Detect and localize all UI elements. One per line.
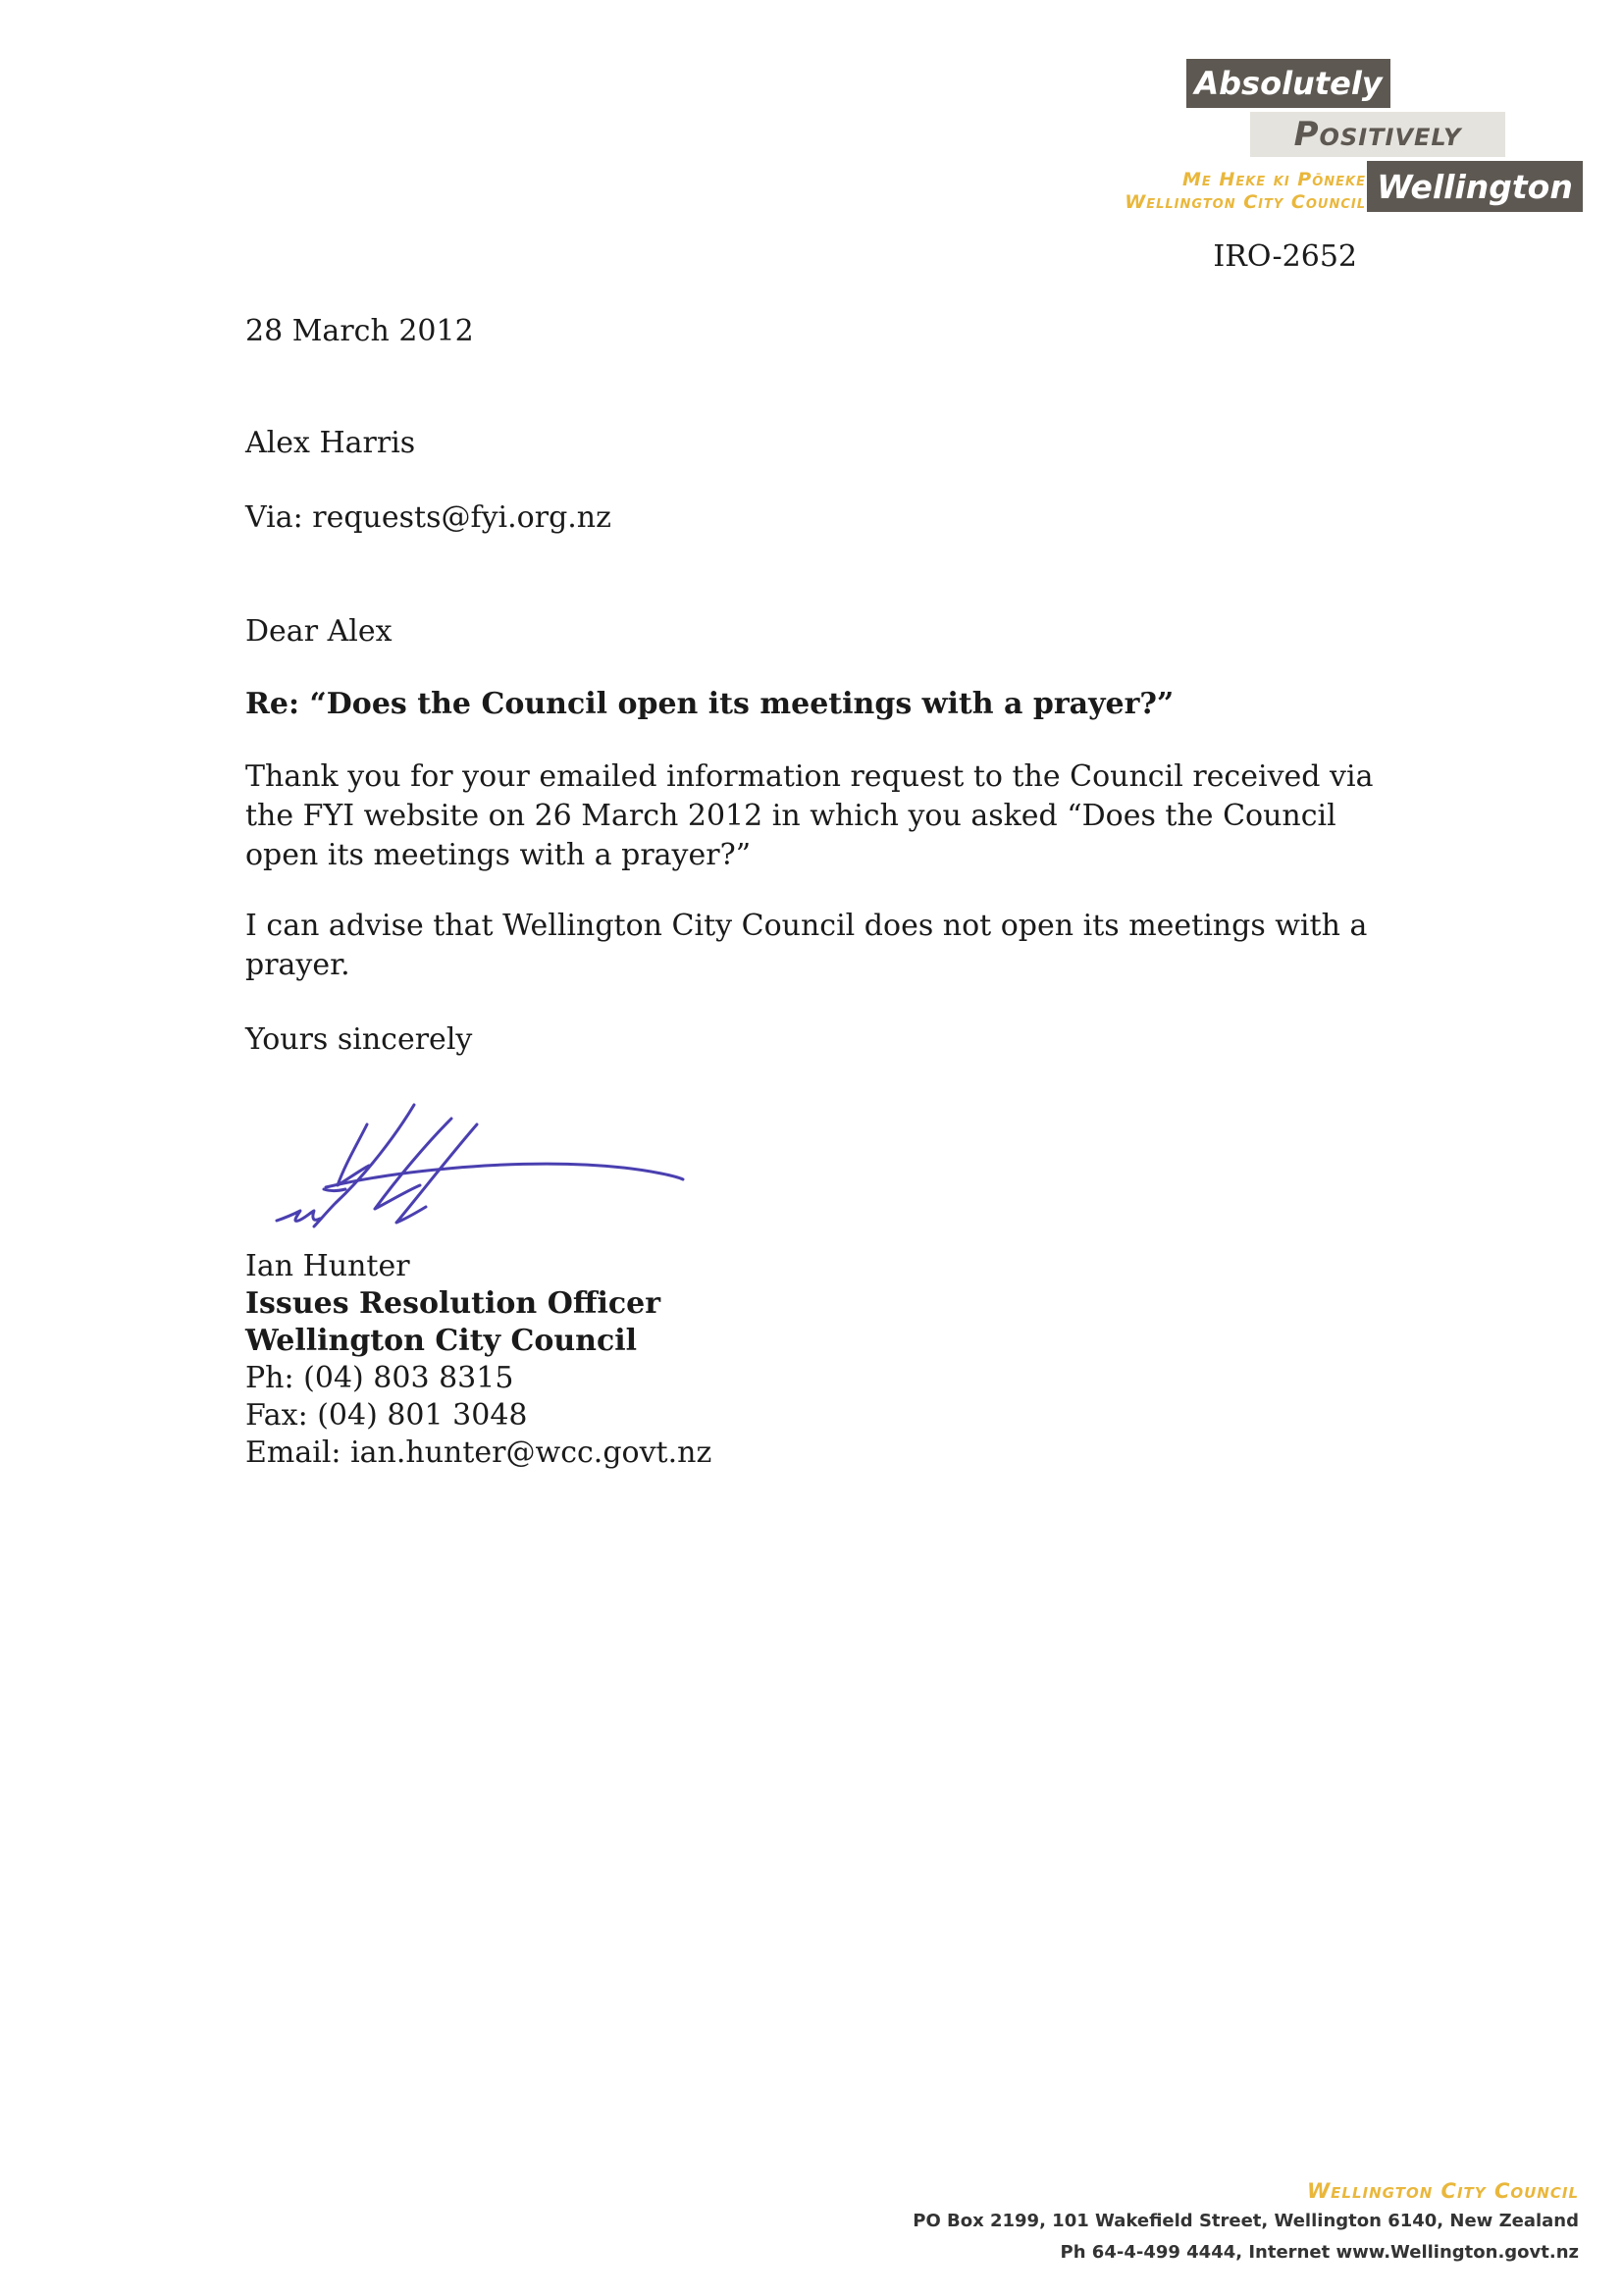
footer-address: PO Box 2199, 101 Wakefield Street, Wellington 6140, New Zealand <box>913 2211 1579 2231</box>
closing: Yours sincerely <box>245 1022 473 1057</box>
signatory-organisation: Wellington City Council <box>245 1324 638 1358</box>
body-paragraph-1: Thank you for your emailed information request to the Council received via the FYI website on 26 March 2012 in which you asked “Does the Council open its meetings with a prayer?” <box>245 759 1374 872</box>
signatory-name: Ian Hunter <box>245 1249 410 1283</box>
body-paragraph-2: I can advise that Wellington City Council does not open its meetings with a prayer. <box>245 909 1368 982</box>
subject-line: Re: “Does the Council open its meetings with a prayer?” <box>245 687 1175 721</box>
logo-wellington: Wellington <box>1367 161 1583 212</box>
reference-number: IRO-2652 <box>1213 239 1357 274</box>
logo-positively: Positively <box>1250 112 1505 157</box>
logo-council-name: Wellington City Council <box>1125 191 1366 213</box>
footer-organisation: Wellington City Council <box>1307 2179 1579 2203</box>
footer-contact: Ph 64-4-499 4444, Internet www.Wellington.govt.nz <box>1060 2242 1579 2263</box>
logo-absolutely: Absolutely <box>1186 59 1390 108</box>
letter-footer <box>913 2176 1579 2269</box>
salutation: Dear Alex <box>245 614 393 649</box>
letter-date: 28 March 2012 <box>245 314 474 348</box>
signatory-fax: Fax: (04) 801 3048 <box>245 1398 528 1433</box>
signatory-phone: Ph: (04) 803 8315 <box>245 1361 514 1395</box>
signatory-email: Email: ian.hunter@wcc.govt.nz <box>245 1435 712 1470</box>
recipient-via: Via: requests@fyi.org.nz <box>245 500 611 535</box>
logo-maori-name: Me Heke ki Pōneke <box>1182 169 1366 190</box>
signatory-title: Issues Resolution Officer <box>245 1286 661 1321</box>
handwritten-signature <box>259 1095 691 1242</box>
signature-block <box>245 1248 711 1472</box>
council-logo <box>0 0 1623 245</box>
recipient-name: Alex Harris <box>245 426 416 460</box>
